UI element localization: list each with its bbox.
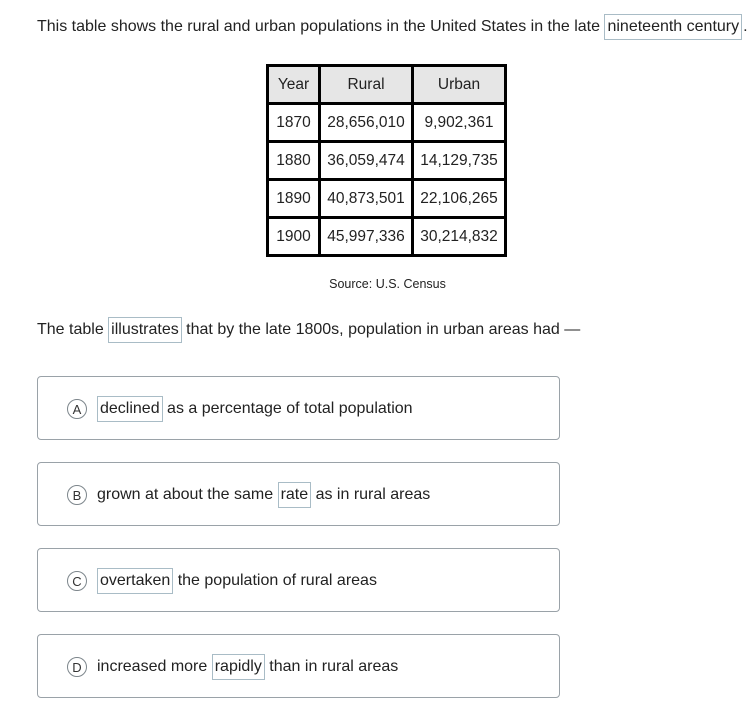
cell-urban: 30,214,832 [413, 218, 506, 256]
glossary-term-overtaken[interactable]: overtaken [97, 568, 173, 594]
intro-sentence [37, 14, 748, 40]
cell-rural: 28,656,010 [320, 104, 413, 142]
answer-choice-b[interactable] [37, 462, 560, 526]
cell-year: 1880 [268, 142, 320, 180]
choice-letter-badge: A [67, 399, 87, 419]
choice-text: as in rural areas [311, 486, 431, 503]
answer-choice-c[interactable] [37, 548, 560, 612]
glossary-term-illustrates[interactable]: illustrates [108, 317, 182, 343]
answer-choice-a[interactable] [37, 376, 560, 440]
table-row [268, 142, 506, 180]
glossary-term-rapidly[interactable]: rapidly [212, 654, 265, 680]
intro-text-before: This table shows the rural and urban populations in the United States in the late [37, 18, 605, 35]
choice-letter-badge: D [67, 657, 87, 677]
glossary-term-rate[interactable]: rate [278, 482, 312, 508]
table-row [268, 104, 506, 142]
choice-letter-badge: C [67, 571, 87, 591]
question-text-before: The table [37, 321, 109, 338]
header-urban: Urban [413, 66, 506, 104]
header-year: Year [268, 66, 320, 104]
cell-year: 1890 [268, 180, 320, 218]
cell-year: 1900 [268, 218, 320, 256]
table-source: Source: U.S. Census [329, 277, 446, 291]
cell-rural: 45,997,336 [320, 218, 413, 256]
table-row [268, 218, 506, 256]
choice-letter-badge: B [67, 485, 87, 505]
choice-text: the population of rural areas [173, 572, 377, 589]
question-text-after: that by the late 1800s, population in urban areas had — [181, 321, 581, 338]
glossary-term-declined[interactable]: declined [97, 396, 163, 422]
choice-text-before: increased more [97, 658, 212, 675]
answer-choice-d[interactable] [37, 634, 560, 698]
table-header-row [268, 66, 506, 104]
glossary-term-nineteenth-century[interactable]: nineteenth century [604, 14, 742, 40]
cell-urban: 22,106,265 [413, 180, 506, 218]
question-stem [37, 317, 580, 343]
population-table [266, 64, 507, 257]
cell-urban: 9,902,361 [413, 104, 506, 142]
choice-text: than in rural areas [264, 658, 399, 675]
table-row [268, 180, 506, 218]
cell-year: 1870 [268, 104, 320, 142]
choice-text-before: grown at about the same [97, 486, 278, 503]
cell-urban: 14,129,735 [413, 142, 506, 180]
cell-rural: 40,873,501 [320, 180, 413, 218]
header-rural: Rural [320, 66, 413, 104]
intro-text-after: . [743, 18, 748, 35]
cell-rural: 36,059,474 [320, 142, 413, 180]
choice-text: as a percentage of total population [162, 400, 413, 417]
